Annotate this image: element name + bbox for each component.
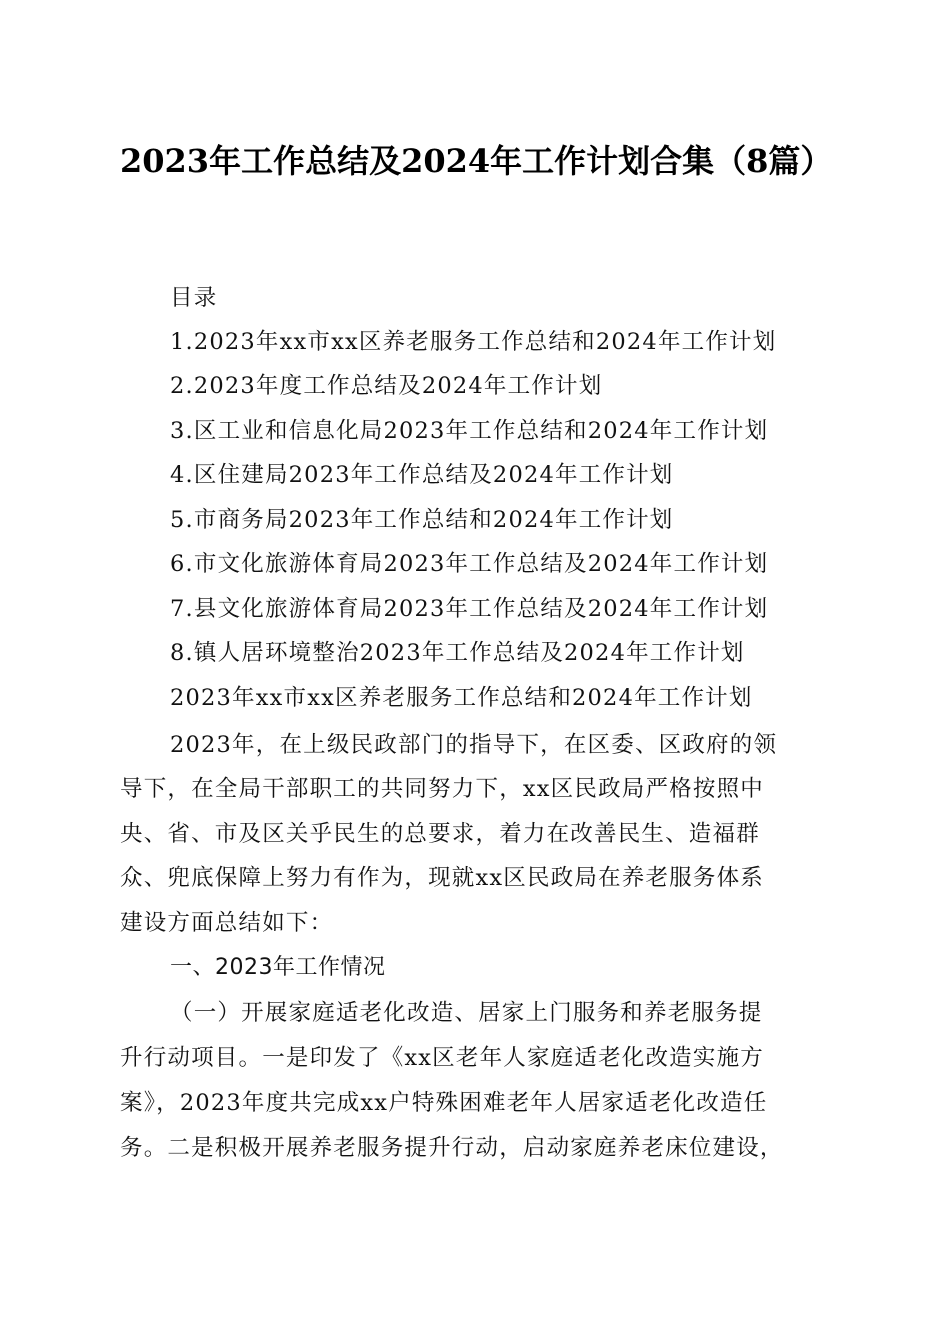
intro-line: 导下，在全局干部职工的共同努力下，xx区民政局严格按照中 <box>120 776 764 802</box>
intro-line: 建设方面总结如下： <box>120 910 334 936</box>
intro-line: 央、省、市及区关乎民生的总要求，着力在改善民生、造福群 <box>120 821 760 847</box>
toc-item[interactable]: 2.2023年度工作总结及2024年工作计划 <box>170 373 603 399</box>
section-line: 务。二是积极开展养老服务提升行动，启动家庭养老床位建设， <box>120 1135 784 1161</box>
toc-item[interactable]: 1.2023年xx市xx区养老服务工作总结和2024年工作计划 <box>170 329 777 355</box>
section-heading: 一、2023年工作情况 <box>170 955 386 980</box>
toc-item[interactable]: 6.市文化旅游体育局2023年工作总结及2024年工作计划 <box>170 551 769 577</box>
toc-heading: 目录 <box>170 285 218 311</box>
intro-line: 众、兜底保障上努力有作为，现就xx区民政局在养老服务体系 <box>120 865 764 891</box>
toc-item[interactable]: 5.市商务局2023年工作总结和2024年工作计划 <box>170 507 674 533</box>
intro-line: 2023年，在上级民政部门的指导下，在区委、区政府的领 <box>170 732 778 758</box>
toc-item[interactable]: 7.县文化旅游体育局2023年工作总结及2024年工作计划 <box>170 596 769 622</box>
section-line: 案》，2023年度共完成xx户特殊困难老年人居家适老化改造任 <box>120 1090 768 1116</box>
article-title: 2023年xx市xx区养老服务工作总结和2024年工作计划 <box>170 685 753 711</box>
section-line: 升行动项目。一是印发了《xx区老年人家庭适老化改造实施方 <box>120 1045 764 1071</box>
section-line: （一）开展家庭适老化改造、居家上门服务和养老服务提 <box>170 1000 763 1026</box>
toc-item[interactable]: 8.镇人居环境整治2023年工作总结及2024年工作计划 <box>170 640 745 666</box>
document-title: 2023年工作总结及2024年工作计划合集（8篇） <box>120 142 833 180</box>
toc-item[interactable]: 4.区住建局2023年工作总结及2024年工作计划 <box>170 462 674 488</box>
toc-item[interactable]: 3.区工业和信息化局2023年工作总结和2024年工作计划 <box>170 418 769 444</box>
